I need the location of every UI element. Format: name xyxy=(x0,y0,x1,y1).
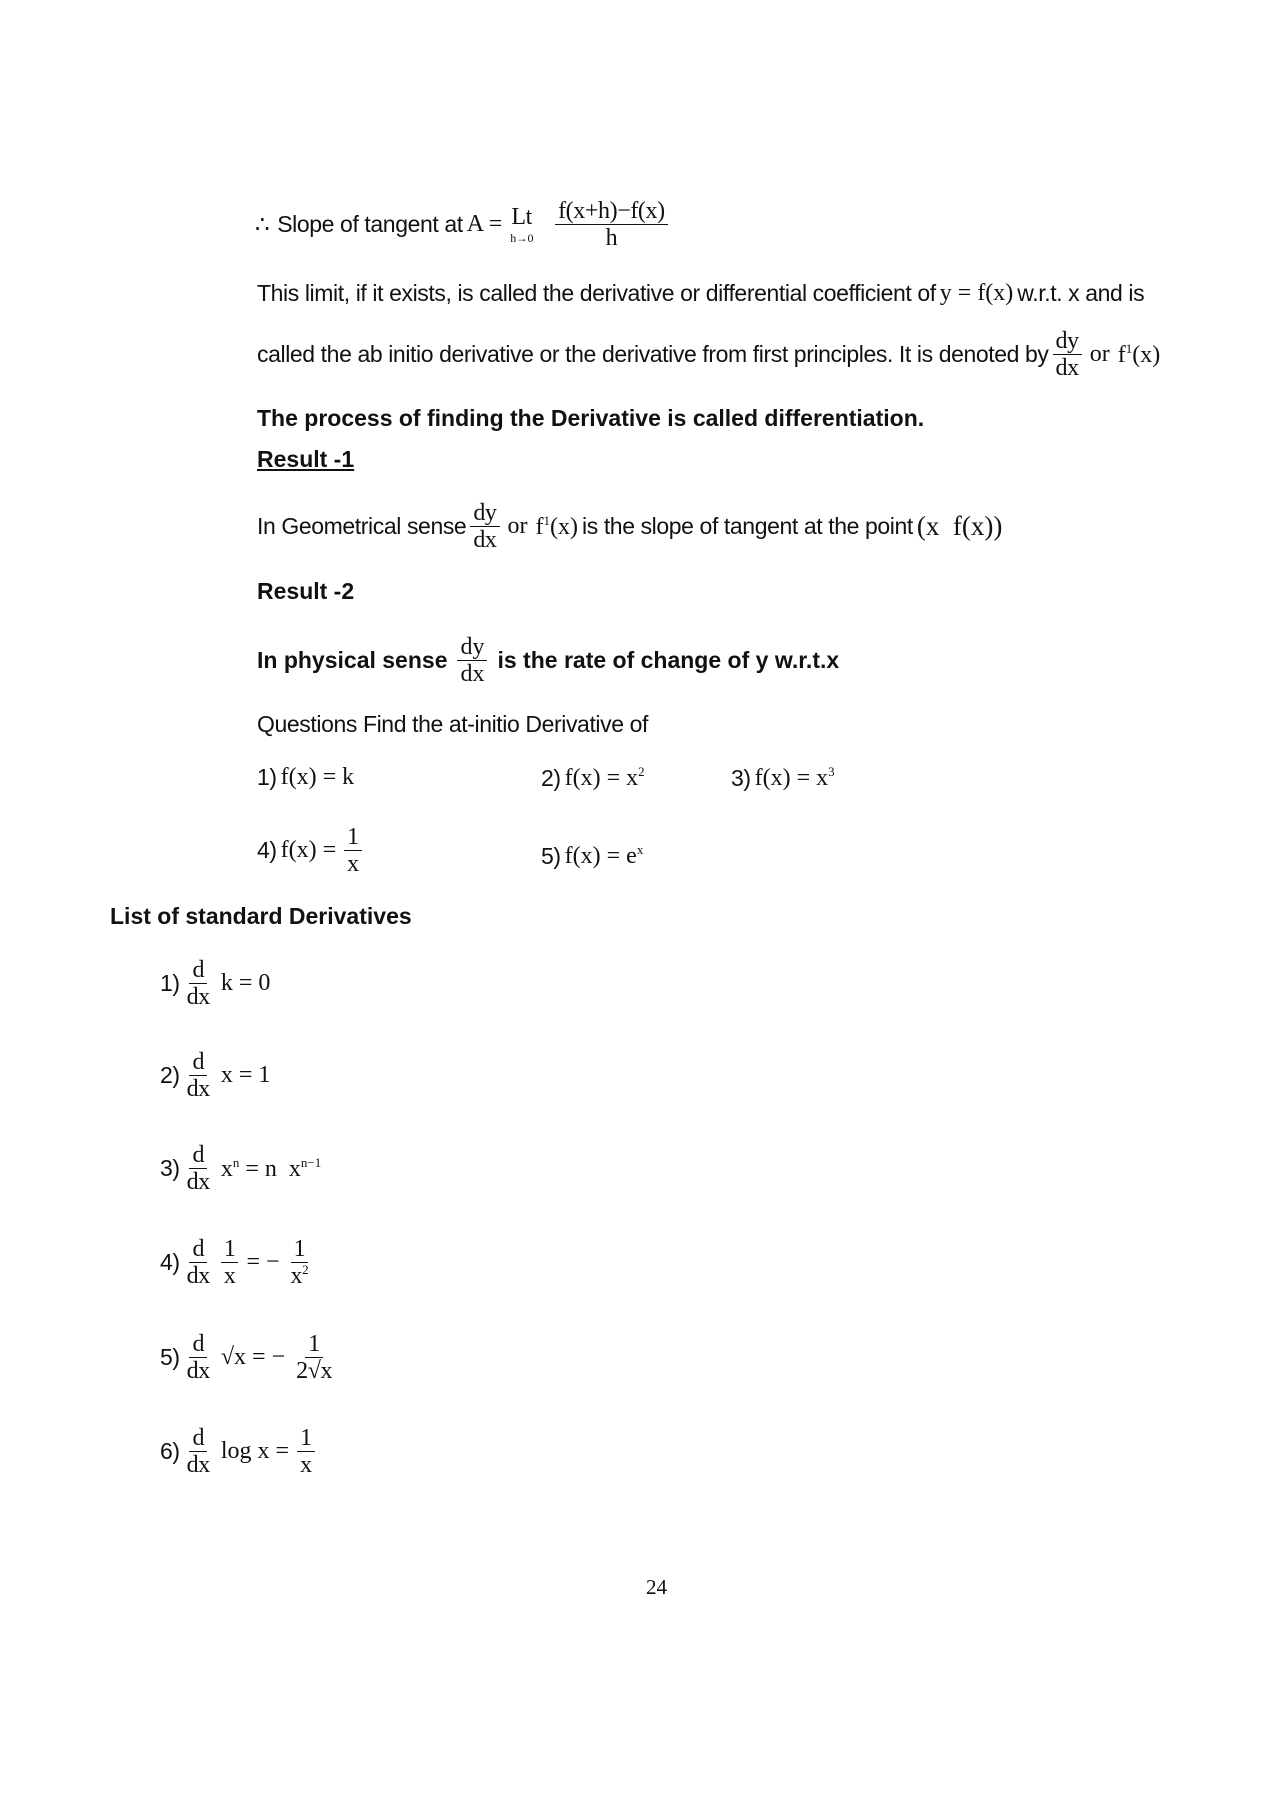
question-1: 1) f(x) = k xyxy=(257,764,355,790)
standard-derivatives-heading: List of standard Derivatives xyxy=(110,903,412,929)
dy-dx: $\frac{dy}{dx}$ xyxy=(470,500,499,554)
result-1-heading: Result -1 xyxy=(257,446,355,472)
question-5: 5) $f(x) = e^x$ xyxy=(541,842,644,869)
derivative-item-4: 4) $\frac{d}{dx}$ $\frac{1}{x}$ = − $\frac{1}{x^2}$ xyxy=(160,1236,309,1290)
page-number: 24 xyxy=(646,1575,667,1599)
derivative-item-3: 3) $\frac{d}{dx}$ $x^n = n$ $x^{n-1}$ xyxy=(160,1142,322,1196)
questions-heading: Questions Find the at-initio Derivative of xyxy=(257,711,649,737)
result-2-heading: Result -2 xyxy=(257,578,355,604)
question-2: 2) $f(x) = x^2$ xyxy=(541,764,645,791)
question-4: 4) f(x) = $\frac{1}{x}$ xyxy=(257,824,366,878)
therefore-symbol: ∴ xyxy=(255,211,270,238)
derivative-item-1: 1) $\frac{d}{dx}$ k = 0 xyxy=(160,957,271,1011)
derivative-item-2: 2) $\frac{d}{dx}$ x = 1 xyxy=(160,1049,271,1103)
result-1-text: In Geometrical sense $\frac{dy}{dx}$ or $f^1(x)$ is the slope of tangent at the point (x f(x)) xyxy=(257,500,1003,554)
dy-dx: $\frac{dy}{dx}$ xyxy=(1053,328,1082,382)
dy-dx: $\frac{dy}{dx}$ xyxy=(457,634,487,688)
derivative-item-6: 6) $\frac{d}{dx}$ log x = $\frac{1}{x}$ xyxy=(160,1425,319,1479)
process-statement: The process of finding the Derivative is called differentiation. xyxy=(257,405,925,431)
paragraph-notation: called the ab initio derivative or the derivative from first principles. It is denoted by $\frac{dy}{dx}$ or $f^1(x)$ xyxy=(257,328,1161,382)
derivative-item-5: 5) $\frac{d}{dx}$ √x = − $\frac{1}{2√x}$ xyxy=(160,1331,333,1385)
limit: Lt h→0 xyxy=(510,204,534,246)
difference-quotient: $\frac{f(x+h)-f(x)}{h}$ xyxy=(555,198,668,252)
slope-formula: ∴ Slope of tangent at A = Lt h→0 $\frac{f(x+h)-f(x)}{h}$ xyxy=(255,198,672,252)
question-3: 3) $f(x) = x^3$ xyxy=(731,764,835,791)
paragraph-definition: This limit, if it exists, is called the derivative or differential coefficient of y = f(x) w.r.t. x and is xyxy=(257,280,1145,306)
result-2-text: In physical sense $\frac{dy}{dx}$ is the rate of change of y w.r.t.x xyxy=(257,634,840,688)
